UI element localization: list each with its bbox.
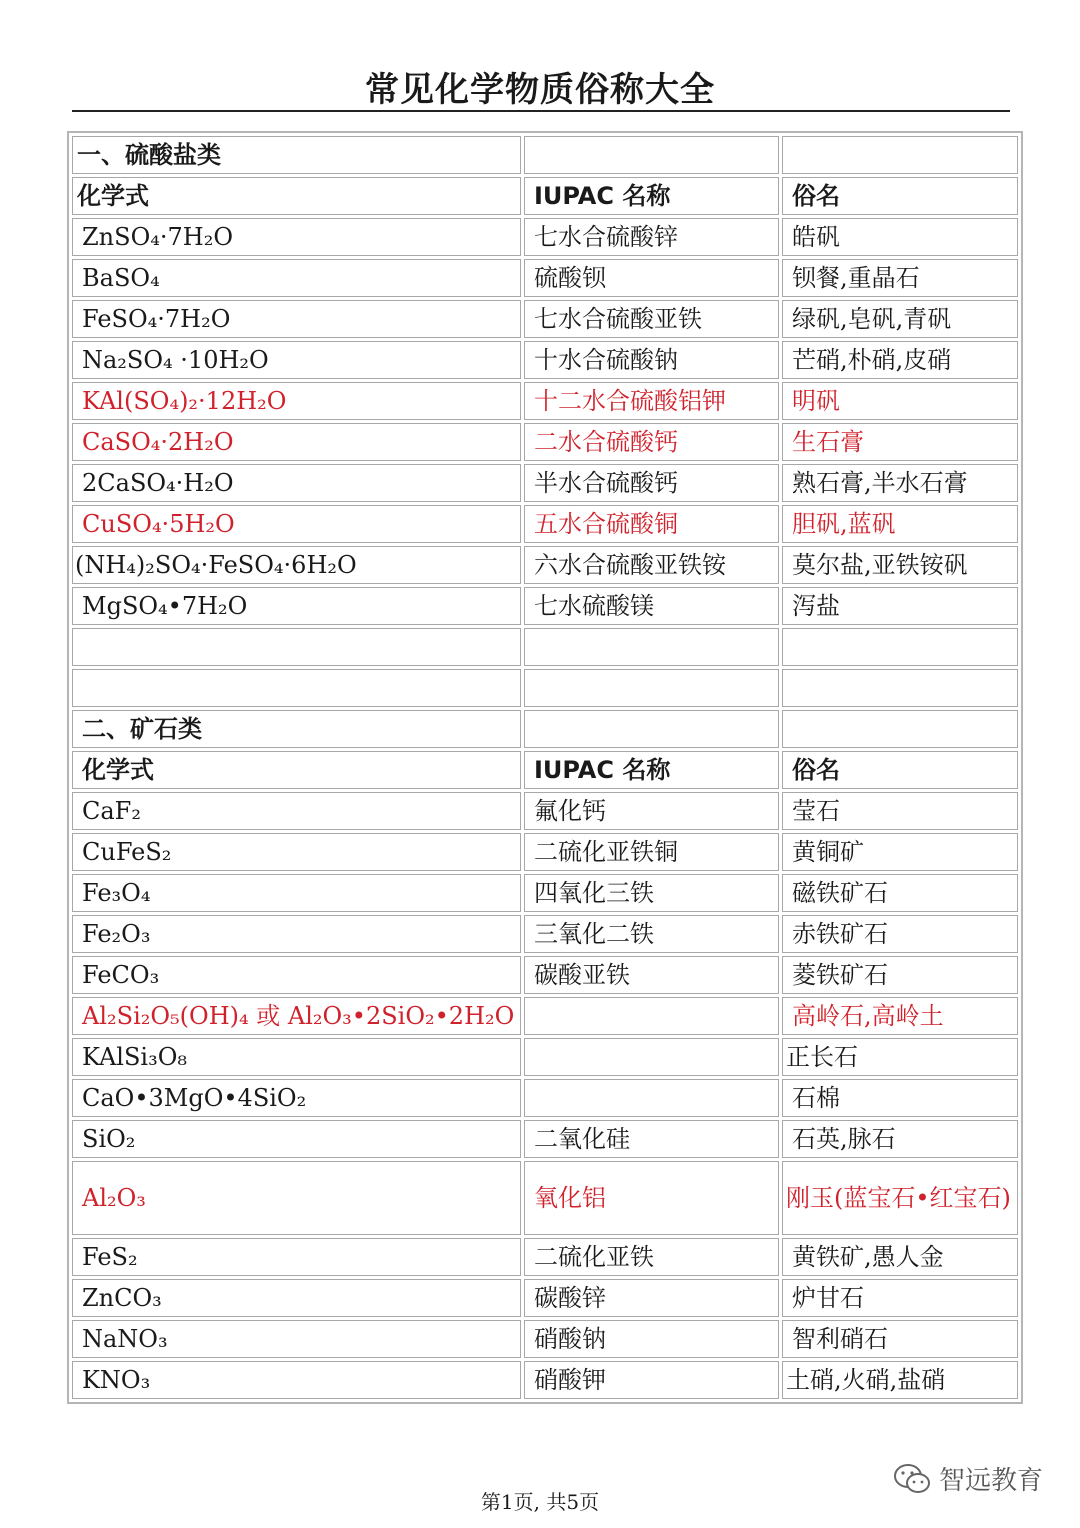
- formula-cell: BaSO₄: [72, 259, 521, 297]
- common-name-cell: 炉甘石: [782, 1279, 1018, 1317]
- formula-cell: Al₂Si₂O₅(OH)₄ 或 Al₂O₃•2SiO₂•2H₂O: [72, 997, 521, 1035]
- table-row: [72, 259, 1018, 297]
- table-row-highlighted: [72, 382, 1018, 420]
- common-name-cell: 莹石: [782, 792, 1018, 830]
- formula-cell: Na₂SO₄ ·10H₂O: [72, 341, 521, 379]
- formula-cell: 2CaSO₄·H₂O: [72, 464, 521, 502]
- iupac-cell: 七水硫酸镁: [524, 587, 779, 625]
- common-name-cell: 明矾: [782, 382, 1018, 420]
- table-row: [72, 874, 1018, 912]
- iupac-cell: 碳酸亚铁: [524, 956, 779, 994]
- formula-cell: Fe₃O₄: [72, 874, 521, 912]
- common-name-cell: 钡餐,重晶石: [782, 259, 1018, 297]
- iupac-cell: 半水合硫酸钙: [524, 464, 779, 502]
- table-row-highlighted: [72, 997, 1018, 1035]
- table-row: [72, 956, 1018, 994]
- common-name-cell: 石棉: [782, 1079, 1018, 1117]
- table-row: [72, 792, 1018, 830]
- table-row-highlighted: [72, 505, 1018, 543]
- iupac-cell: 氧化铝: [524, 1161, 779, 1235]
- formula-cell: KAl(SO₄)₂·12H₂O: [72, 382, 521, 420]
- common-name-cell: 土硝,火硝,盐硝: [782, 1361, 1018, 1399]
- common-name-cell: 菱铁矿石: [782, 956, 1018, 994]
- common-name-cell: 正长石: [782, 1038, 1018, 1076]
- table-row-highlighted: [72, 423, 1018, 461]
- formula-cell: CaF₂: [72, 792, 521, 830]
- iupac-cell: 七水合硫酸锌: [524, 218, 779, 256]
- iupac-cell: 二硫化亚铁铜: [524, 833, 779, 871]
- common-name-cell: 黄铜矿: [782, 833, 1018, 871]
- iupac-cell: 二硫化亚铁: [524, 1238, 779, 1276]
- table-row: [72, 1079, 1018, 1117]
- table-row: [72, 1279, 1018, 1317]
- common-name-cell: 泻盐: [782, 587, 1018, 625]
- iupac-cell: 硝酸钾: [524, 1361, 779, 1399]
- formula-cell: FeSO₄·7H₂O: [72, 300, 521, 338]
- formula-cell: CuSO₄·5H₂O: [72, 505, 521, 543]
- formula-cell: CaSO₄·2H₂O: [72, 423, 521, 461]
- iupac-cell: 六水合硫酸亚铁铵: [524, 546, 779, 584]
- table-row: [72, 1320, 1018, 1358]
- common-name-cell: 熟石膏,半水石膏: [782, 464, 1018, 502]
- iupac-cell: [524, 997, 779, 1035]
- iupac-cell: 硫酸钡: [524, 259, 779, 297]
- formula-cell: FeS₂: [72, 1238, 521, 1276]
- table-row: [72, 1361, 1018, 1399]
- formula-cell: MgSO₄•7H₂O: [72, 587, 521, 625]
- iupac-cell: 四氧化三铁: [524, 874, 779, 912]
- col-common-header: 俗名: [782, 177, 1018, 215]
- common-name-cell: 绿矾,皂矾,青矾: [782, 300, 1018, 338]
- common-name-cell: 智利硝石: [782, 1320, 1018, 1358]
- common-name-cell: 高岭石,高岭土: [782, 997, 1018, 1035]
- formula-cell: Fe₂O₃: [72, 915, 521, 953]
- table-row: [72, 546, 1018, 584]
- watermark-text: 智远教育: [939, 1466, 1044, 1496]
- col-formula-header: 化学式: [72, 177, 521, 215]
- common-name-cell: 芒硝,朴硝,皮硝: [782, 341, 1018, 379]
- formula-cell: ZnCO₃: [72, 1279, 521, 1317]
- iupac-cell: 硝酸钠: [524, 1320, 779, 1358]
- table-row: [72, 218, 1018, 256]
- iupac-cell: 三氧化二铁: [524, 915, 779, 953]
- iupac-cell: 五水合硫酸铜: [524, 505, 779, 543]
- iupac-cell: 十二水合硫酸铝钾: [524, 382, 779, 420]
- page-footer: 第1页, 共5页: [480, 1490, 600, 1514]
- iupac-cell: 碳酸锌: [524, 1279, 779, 1317]
- formula-cell: KNO₃: [72, 1361, 521, 1399]
- formula-cell: CuFeS₂: [72, 833, 521, 871]
- formula-cell: KAlSi₃O₈: [72, 1038, 521, 1076]
- common-name-cell: 石英,脉石: [782, 1120, 1018, 1158]
- col-formula-header: 化学式: [72, 751, 521, 789]
- iupac-cell: [524, 1079, 779, 1117]
- col-common-header: 俗名: [782, 751, 1018, 789]
- table-row: [72, 833, 1018, 871]
- common-name-cell: 生石膏: [782, 423, 1018, 461]
- iupac-cell: 氟化钙: [524, 792, 779, 830]
- title-underline: [72, 110, 1010, 112]
- common-name-cell: 莫尔盐,亚铁铵矾: [782, 546, 1018, 584]
- section-title: 二、矿石类: [72, 710, 521, 748]
- table-row: [72, 1038, 1018, 1076]
- section-header-sulfates: [72, 136, 1018, 174]
- table-row: [72, 1238, 1018, 1276]
- section-header-ores: [72, 710, 1018, 748]
- empty-row: [72, 669, 1018, 707]
- table-row: [72, 464, 1018, 502]
- common-name-cell: 黄铁矿,愚人金: [782, 1238, 1018, 1276]
- table-row: [72, 915, 1018, 953]
- column-header-row: [72, 177, 1018, 215]
- col-iupac-header: IUPAC 名称: [524, 751, 779, 789]
- section-title: 一、硫酸盐类: [72, 136, 521, 174]
- col-iupac-header: IUPAC 名称: [524, 177, 779, 215]
- table-row: [72, 1120, 1018, 1158]
- formula-cell: (NH₄)₂SO₄·FeSO₄·6H₂O: [72, 546, 521, 584]
- page-title: 常见化学物质俗称大全: [365, 70, 715, 110]
- formula-cell: NaNO₃: [72, 1320, 521, 1358]
- iupac-cell: 七水合硫酸亚铁: [524, 300, 779, 338]
- table-row: [72, 341, 1018, 379]
- common-name-cell: 刚玉(蓝宝石•红宝石): [782, 1161, 1018, 1235]
- table-row: [72, 300, 1018, 338]
- table-row: [72, 587, 1018, 625]
- common-name-cell: 皓矾: [782, 218, 1018, 256]
- table-row-highlighted: [72, 1161, 1018, 1235]
- iupac-cell: 二水合硫酸钙: [524, 423, 779, 461]
- formula-cell: SiO₂: [72, 1120, 521, 1158]
- common-name-cell: 磁铁矿石: [782, 874, 1018, 912]
- empty-row: [72, 628, 1018, 666]
- formula-cell: Al₂O₃: [72, 1161, 521, 1235]
- chemical-names-table: [67, 131, 1023, 1404]
- common-name-cell: 赤铁矿石: [782, 915, 1018, 953]
- formula-cell: ZnSO₄·7H₂O: [72, 218, 521, 256]
- iupac-cell: [524, 1038, 779, 1076]
- column-header-row: [72, 751, 1018, 789]
- iupac-cell: 二氧化硅: [524, 1120, 779, 1158]
- iupac-cell: 十水合硫酸钠: [524, 341, 779, 379]
- formula-cell: CaO•3MgO•4SiO₂: [72, 1079, 521, 1117]
- common-name-cell: 胆矾,蓝矾: [782, 505, 1018, 543]
- formula-cell: FeCO₃: [72, 956, 521, 994]
